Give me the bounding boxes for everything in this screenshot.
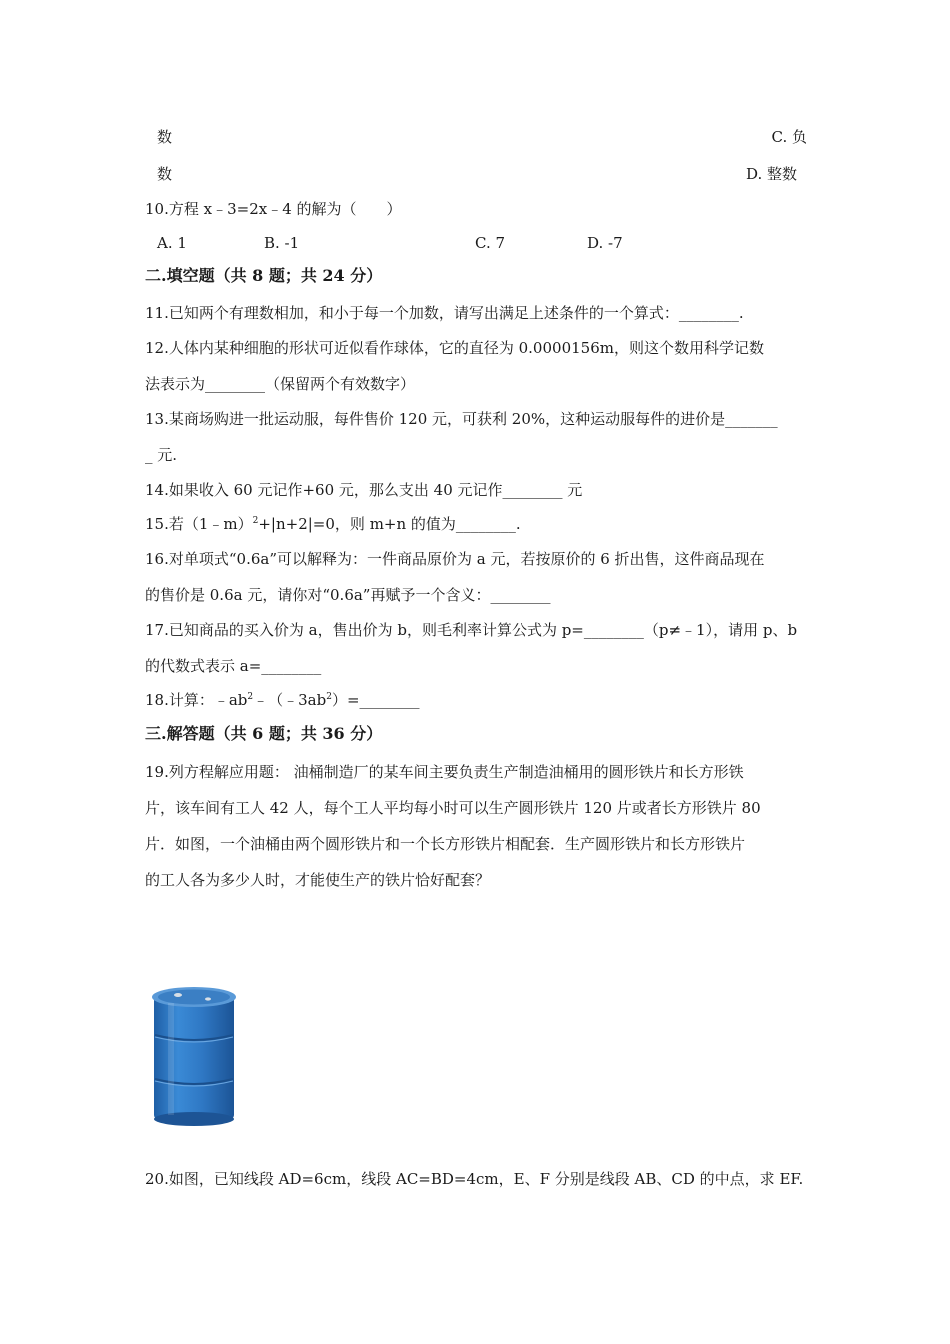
q14-text: 14.如果收入 60 元记作+60 元，那么支出 40 元记作________ 元 [145, 481, 583, 499]
q12-line-1: 12.人体内某种细胞的形状可近似看作球体，它的直径为 0.0000156m，则这个数用科学记数 [145, 339, 764, 357]
section-3-heading: 三.解答题（共 6 题；共 36 分） [145, 724, 383, 743]
q17-line-1: 17.已知商品的买入价为 a，售出价为 b，则毛利率计算公式为 p=________（p≠﹣1），请用 p、b [145, 621, 798, 639]
q11-text: 11.已知两个有理数相加，和小于每一个加数，请写出满足上述条件的一个算式：________. [145, 304, 744, 322]
q18-exponent-2: 2 [326, 692, 332, 702]
q9-left-fragment-2: 数 [157, 165, 173, 183]
q10-option-b: B. -1 [264, 234, 300, 252]
q10-option-c: C. 7 [475, 234, 506, 252]
q18-text [145, 690, 807, 710]
q15-part-b: +|n+2|=0，则 m+n 的值为________. [258, 515, 521, 533]
q10-stem: 10.方程 x﹣3=2x﹣4 的解为（ ） [145, 200, 402, 218]
q16-line-2: 的售价是 0.6a 元，请你对“0.6a”再赋予一个含义：________ [145, 586, 551, 604]
oil-barrel-image [148, 985, 240, 1127]
q18-part-a: 18.计算：﹣ab [145, 691, 248, 709]
q9-option-d: D. 整数 [745, 165, 797, 183]
q13-line-1: 13.某商场购进一批运动服，每件售价 120 元，可获利 20%，这种运动服每件的进价是_______ [145, 410, 778, 428]
q12-line-2: 法表示为________（保留两个有效数字） [145, 375, 416, 393]
q19-line-1: 19.列方程解应用题： 油桶制造厂的某车间主要负责生产制造油桶用的圆形铁片和长方形铁 [145, 763, 744, 781]
q16-line-1: 16.对单项式“0.6a”可以解释为：一件商品原价为 a 元，若按原价的 6 折出售，这件商品现在 [145, 550, 765, 568]
q15-part-a: 15.若（1﹣m） [145, 515, 253, 533]
q19-line-2: 片，该车间有工人 42 人，每个工人平均每小时可以生产圆形铁片 120 片或者长方形铁片 80 [145, 799, 761, 817]
q18-part-b: ﹣（﹣3ab [253, 691, 327, 709]
section-2-heading: 二.填空题（共 8 题；共 24 分） [145, 266, 383, 285]
q13-line-2: _ 元. [145, 446, 178, 464]
q17-line-2: 的代数式表示 a=________ [145, 657, 322, 675]
q10-option-d: D. -7 [587, 234, 623, 252]
q19-line-3: 片．如图，一个油桶由两个圆形铁片和一个长方形铁片相配套．生产圆形铁片和长方形铁片 [145, 835, 746, 853]
q10-option-a: A. 1 [157, 234, 187, 252]
q20-text: 20.如图，已知线段 AD=6cm，线段 AC=BD=4cm，E、F 分别是线段 AB、CD 的中点，求 EF. [145, 1170, 804, 1188]
q9-option-row-c [157, 127, 807, 147]
q15-exponent: 2 [252, 516, 259, 526]
q18-part-c: ）=________ [331, 691, 420, 709]
q9-left-fragment: 数 [157, 128, 173, 146]
q15-text [145, 514, 807, 534]
q18-exponent-1: 2 [247, 692, 254, 702]
q9-option-row-d [157, 164, 797, 184]
q9-option-c: C. 负 [771, 128, 807, 146]
q19-line-4: 的工人各为多少人时，才能使生产的铁片恰好配套？ [145, 871, 491, 889]
